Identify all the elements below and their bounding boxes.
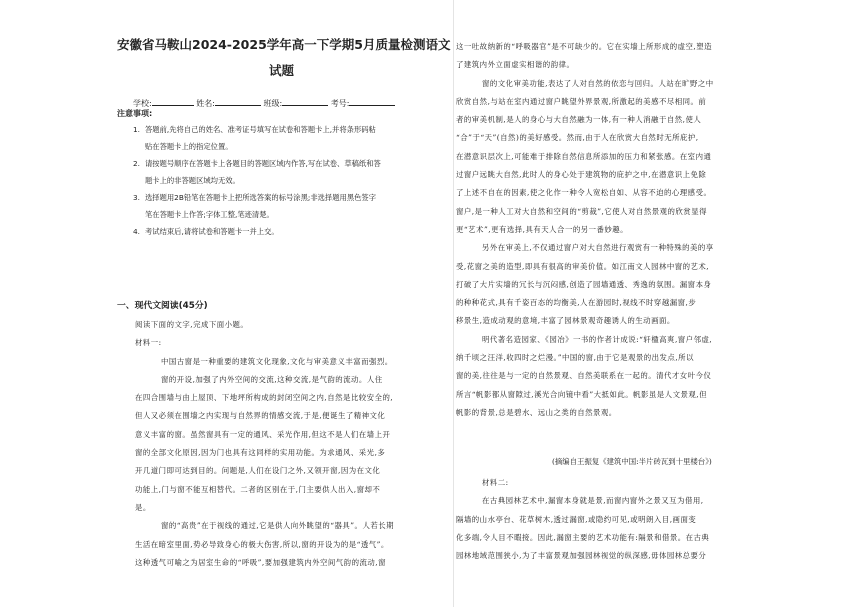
source-citation: (摘编自王振复《建筑中国:半片砖瓦到十里楼台》) bbox=[552, 457, 712, 466]
passage-line: 了上述不自在的因素,使之化作一种令人宽松自如、从容不迫的心理感受。 bbox=[456, 188, 712, 198]
passage-line: 这种透气可喻之为居室生命的“呼吸”,要加强建筑内外空间气韵的流动,窗 bbox=[135, 557, 386, 567]
passage-left bbox=[135, 316, 450, 572]
name-label: 姓名: bbox=[196, 99, 215, 108]
passage-line: 窗的美,往往是与一定的自然景观、自然美联系在一起的。清代才女叶今仪 bbox=[456, 371, 712, 381]
exam-title-line2: 试题 bbox=[268, 63, 294, 78]
passage-line: 的种种花式,具有千姿百态的均衡美,人在游园时,视线不时穿越漏窗,步 bbox=[456, 298, 697, 308]
passage-line: 另外在审美上,不仅通过窗户对大自然进行观赏有一种特殊的美的享 bbox=[482, 243, 714, 253]
passage-line: 明代著名造园家、《园冶》一书的作者计成说:“轩楹高爽,窗户邻虚, bbox=[482, 334, 713, 344]
passage-line: 但人又必须在围墙之内实现与自然界的情感交流,于是,便诞生了精神文化 bbox=[135, 411, 386, 421]
instruction-text: 阅读下面的文字,完成下面小题。 bbox=[135, 320, 249, 329]
passage-line: 了建筑内外立面虚实相谐的韵律。 bbox=[456, 60, 575, 70]
passage-line: 者的审美机制,是人的身心与大自然融为一体,有一种人消融于自然,使人 bbox=[456, 115, 702, 125]
passage-line: 打破了大片实墙的冗长与沉闷感,创造了园墙通透、秀逸的氛围。漏窗本身 bbox=[456, 279, 712, 289]
notice-item: 4. 考试结束后,请将试卷和答题卡一并上交。 bbox=[133, 227, 279, 236]
passage-line: 帆影的背景,总是碧水、远山之类的自然景观。 bbox=[456, 407, 617, 417]
material2-passage bbox=[456, 474, 814, 565]
passage-line: 窗的开设,加强了内外空间的交流,这种交流,是气韵的流动。人住 bbox=[161, 374, 383, 384]
passage-line: 这一吐故纳新的“呼吸器官”是不可缺少的。它在实墙上所形成的虚空,塑造 bbox=[456, 42, 713, 51]
school-blank bbox=[152, 96, 194, 106]
material1-label: 材料一: bbox=[135, 338, 162, 348]
student-info-row bbox=[133, 96, 395, 109]
passage-line: 更“艺术”,更有选择,具有天人合一的另一番妙趣。 bbox=[456, 224, 629, 234]
passage-line: 窗户,是一种人工对大自然和空间的“剪裁”,它使人对自然景观的欣赏显得 bbox=[456, 206, 707, 216]
passage-line: 在古典园林艺术中,漏窗本身就是景,而窗内窗外之景又互为借用, bbox=[482, 496, 704, 506]
passage-line: 欣赏自然,与站在室内通过窗户眺望外界景观,所激起的美感不尽相同。前 bbox=[456, 96, 707, 106]
passage-line: 纳千顷之汪洋,收四时之烂漫。”中国的窗,由于它是观景的出发点,所以 bbox=[456, 353, 694, 363]
passage-line: 窗的全部文化原因,因为门也具有这同样的实用功能。为求通风、采光,多 bbox=[135, 448, 386, 458]
passage-line: 受,花窗之美的造型,即具有很高的审美价值。如江南文人园林中窗的艺术, bbox=[456, 261, 710, 271]
passage-line: 窗的“高贵”在于视线的通过,它是供人向外眺望的“器具”。人若长期 bbox=[161, 521, 395, 531]
section-heading: 一、现代文阅读(45分) bbox=[117, 301, 208, 311]
notice-item: 1. 答题前,先将自己的姓名、准考证号填写在试卷和答题卡上,并将条形码粘 贴在答题卡上的指定位置。 bbox=[133, 125, 376, 151]
passage-line: 在潜意识层次上,可能难于排除自然信息所添加的压力和紧张感。在室内通 bbox=[456, 151, 712, 161]
passage-line: 过窗户远眺大自然,此时人的身心处于建筑物的庇护之中,在潜意识上免除 bbox=[456, 170, 707, 180]
material2-label: 材料二: bbox=[482, 478, 509, 487]
class-label: 班级: bbox=[263, 99, 283, 108]
notice-item: 2. 请按题号顺序在答题卡上各题目的答题区域内作答,写在试卷、草稿纸和答 题卡上的非答题区域均无效。 bbox=[133, 159, 381, 185]
passage-line: 所言“帆影都从窗隙过,溪光合向镜中看”大抵如此。帆影虽是人文景观,但 bbox=[456, 389, 707, 399]
passage-right bbox=[456, 38, 814, 422]
passage-line: 化多端,令人目不暇接。因此,漏窗主要的艺术功能有:隔景和借景。在古典 bbox=[456, 532, 710, 542]
notice-heading: 注意事项: bbox=[117, 109, 153, 118]
passage-line: 生活在暗室里面,势必导致身心的极大伤害,所以,窗的开设为的是“透气”。 bbox=[135, 539, 389, 549]
passage-line: 功能上,门与窗不能互相替代。二者的区别在于,门主要供人出入,窗却不 bbox=[135, 484, 381, 494]
name-blank bbox=[215, 96, 261, 106]
passage-line: 窗的文化审美功能,表达了人对自然的依恋与回归。人站在旷野之中 bbox=[482, 78, 714, 88]
passage-line: 在四合围墙与由上屋顶、下地坪所构成的封闭空间之内,自然是比较安全的, bbox=[135, 393, 394, 403]
school-label: 学校: bbox=[133, 99, 152, 108]
passage-line: 开几道门即可达到目的。问题是,人们在设门之外,又领开窗,因为在文化 bbox=[135, 466, 381, 476]
passage-line: 中国古窗是一种重要的建筑文化现象,文化与审美意义丰富而强烈。 bbox=[161, 356, 393, 366]
passage-line: 园林地域范围狭小,为了丰富景观加强园林视觉的纵深感,毋体园林总要分 bbox=[456, 551, 707, 561]
passage-line: 意义丰富的窗。虽然窗具有一定的通风、采光作用,但这不是人们在墙上开 bbox=[135, 429, 391, 439]
exam-title-line1: 安徽省马鞍山2024-2025学年高一下学期5月质量检测语文 bbox=[117, 37, 451, 52]
passage-line: 是。 bbox=[135, 502, 151, 512]
passage-line: “合”于“天”(自然)的美好感受。然而,由于人在欣赏大自然时无所庇护, bbox=[456, 133, 699, 143]
column-divider bbox=[453, 0, 454, 607]
passage-line: 隔墙的山水亭台、花草树木,透过漏窗,或隐约可见,或明朗入目,画面变 bbox=[456, 514, 697, 524]
notice-item: 3. 选择题用2B铅笔在答题卡上把所选答案的标号涂黑;非选择题用黑色签字 笔在答题卡上作答;字体工整,笔迹清楚。 bbox=[133, 193, 377, 219]
class-blank bbox=[282, 96, 328, 106]
passage-line: 移景生,造成动观的意境,丰富了园林景观奇趣诱人的生动画面。 bbox=[456, 316, 675, 326]
exam-no-blank bbox=[349, 96, 395, 106]
exam-no-label: 考号: bbox=[330, 99, 350, 108]
